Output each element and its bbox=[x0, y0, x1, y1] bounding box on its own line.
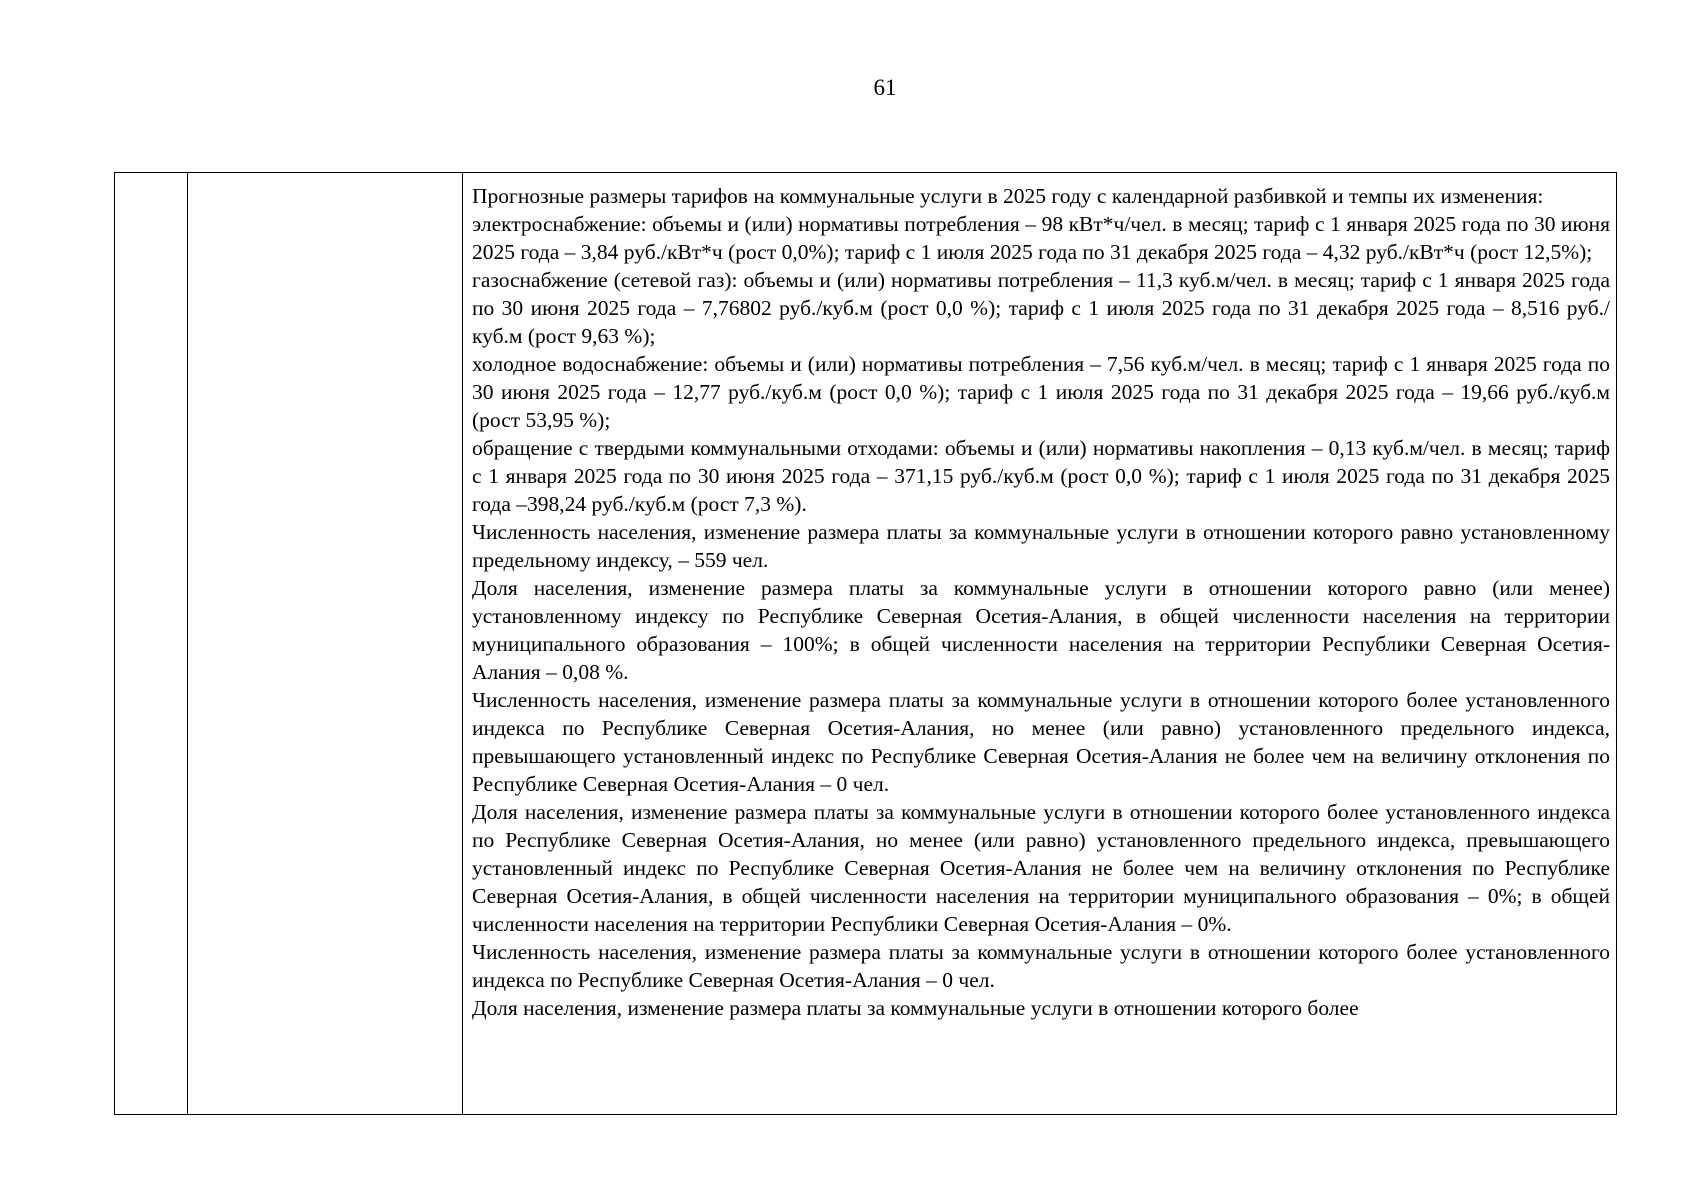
document-table bbox=[114, 172, 1617, 1115]
paragraph-population-equal-index: Численность населения, изменение размера платы за коммунальные услуги в отношении которого равно установленному предельному индексу, – 559 чел. bbox=[472, 520, 1610, 572]
paragraph-share-over-index: Доля населения, изменение размера платы за коммунальные услуги в отношении которого более bbox=[472, 996, 1359, 1020]
paragraph-solid-waste: обращение с твердыми коммунальными отходами: объемы и (или) нормативы накопления – 0,13 куб.м/чел. в месяц; тариф с 1 января 2025 года по 30 июня 2025 года – 371,15 руб./куб.м (рост 0,0 %); тариф с 1 июля 2025 года по 31 декабря 2025 года –398,24 руб./куб.м (рост 7,3 %). bbox=[472, 436, 1610, 516]
paragraph-gas: газоснабжение (сетевой газ): объемы и (или) нормативы потребления – 11,3 куб.м/чел. в месяц; тариф с 1 января 2025 года по 30 июня 2025 года – 7,76802 руб./куб.м (рост 0,0 %); тариф с 1 июля 2025 года по 31 декабря 2025 года – 8,516 руб./куб.м (рост 9,63 %); bbox=[472, 268, 1610, 348]
paragraph-tariffs-intro: Прогнозные размеры тарифов на коммунальные услуги в 2025 году с календарной разбивкой и темпы их изменения: bbox=[472, 184, 1544, 208]
table-cell-content bbox=[463, 173, 1617, 1115]
paragraph-electricity: электроснабжение: объемы и (или) нормативы потребления – 98 кВт*ч/чел. в месяц; тариф с 1 января 2025 года по 30 июня 2025 года – 3,84 руб./кВт*ч (рост 0,0%); тариф с 1 июля 2025 года по 31 декабря 2025 года – 4,32 руб./кВт*ч (рост 12,5%); bbox=[472, 212, 1610, 264]
table-cell-number bbox=[115, 173, 188, 1115]
paragraph-share-equal-index: Доля населения, изменение размера платы за коммунальные услуги в отношении которого равно (или менее) установленному индексу по Республике Северная Осетия-Алания, в общей численности населения на территории муниципального образования – 100%; в общей численности населения на территории Республики Северная Осетия-Алания – 0,08 %. bbox=[472, 576, 1610, 684]
page-number: 61 bbox=[873, 75, 897, 100]
table-row bbox=[115, 173, 1617, 1115]
paragraph-cold-water: холодное водоснабжение: объемы и (или) нормативы потребления – 7,56 куб.м/чел. в месяц; тариф с 1 января 2025 года по 30 июня 2025 года – 12,77 руб./куб.м (рост 0,0 %); тариф с 1 июля 2025 года по 31 декабря 2025 года – 19,66 руб./куб.м (рост 53,95 %); bbox=[472, 352, 1610, 432]
paragraph-population-above-index: Численность населения, изменение размера платы за коммунальные услуги в отношении которого более установленного индекса по Республике Северная Осетия-Алания, но менее (или равно) установленного предельного индекса, превышающего установленный индекс по Республике Северная Осетия-Алания не более чем на величину отклонения по Республике Северная Осетия-Алания – 0 чел. bbox=[472, 688, 1610, 796]
table-cell-name bbox=[188, 173, 463, 1115]
paragraph-share-above-index: Доля населения, изменение размера платы за коммунальные услуги в отношении которого более установленного индекса по Республике Северная Осетия-Алания, но менее (или равно) установленного предельного индекса, превышающего установленный индекс по Республике Северная Осетия-Алания не более чем на величину отклонения по Республике Северная Осетия-Алания, в общей численности населения на территории муниципального образования – 0%; в общей численности населения на территории Республики Северная Осетия-Алания – 0%. bbox=[472, 800, 1610, 936]
paragraph-population-over-index: Численность населения, изменение размера платы за коммунальные услуги в отношении которого более установленного индекса по Республике Северная Осетия-Алания – 0 чел. bbox=[472, 940, 1610, 992]
